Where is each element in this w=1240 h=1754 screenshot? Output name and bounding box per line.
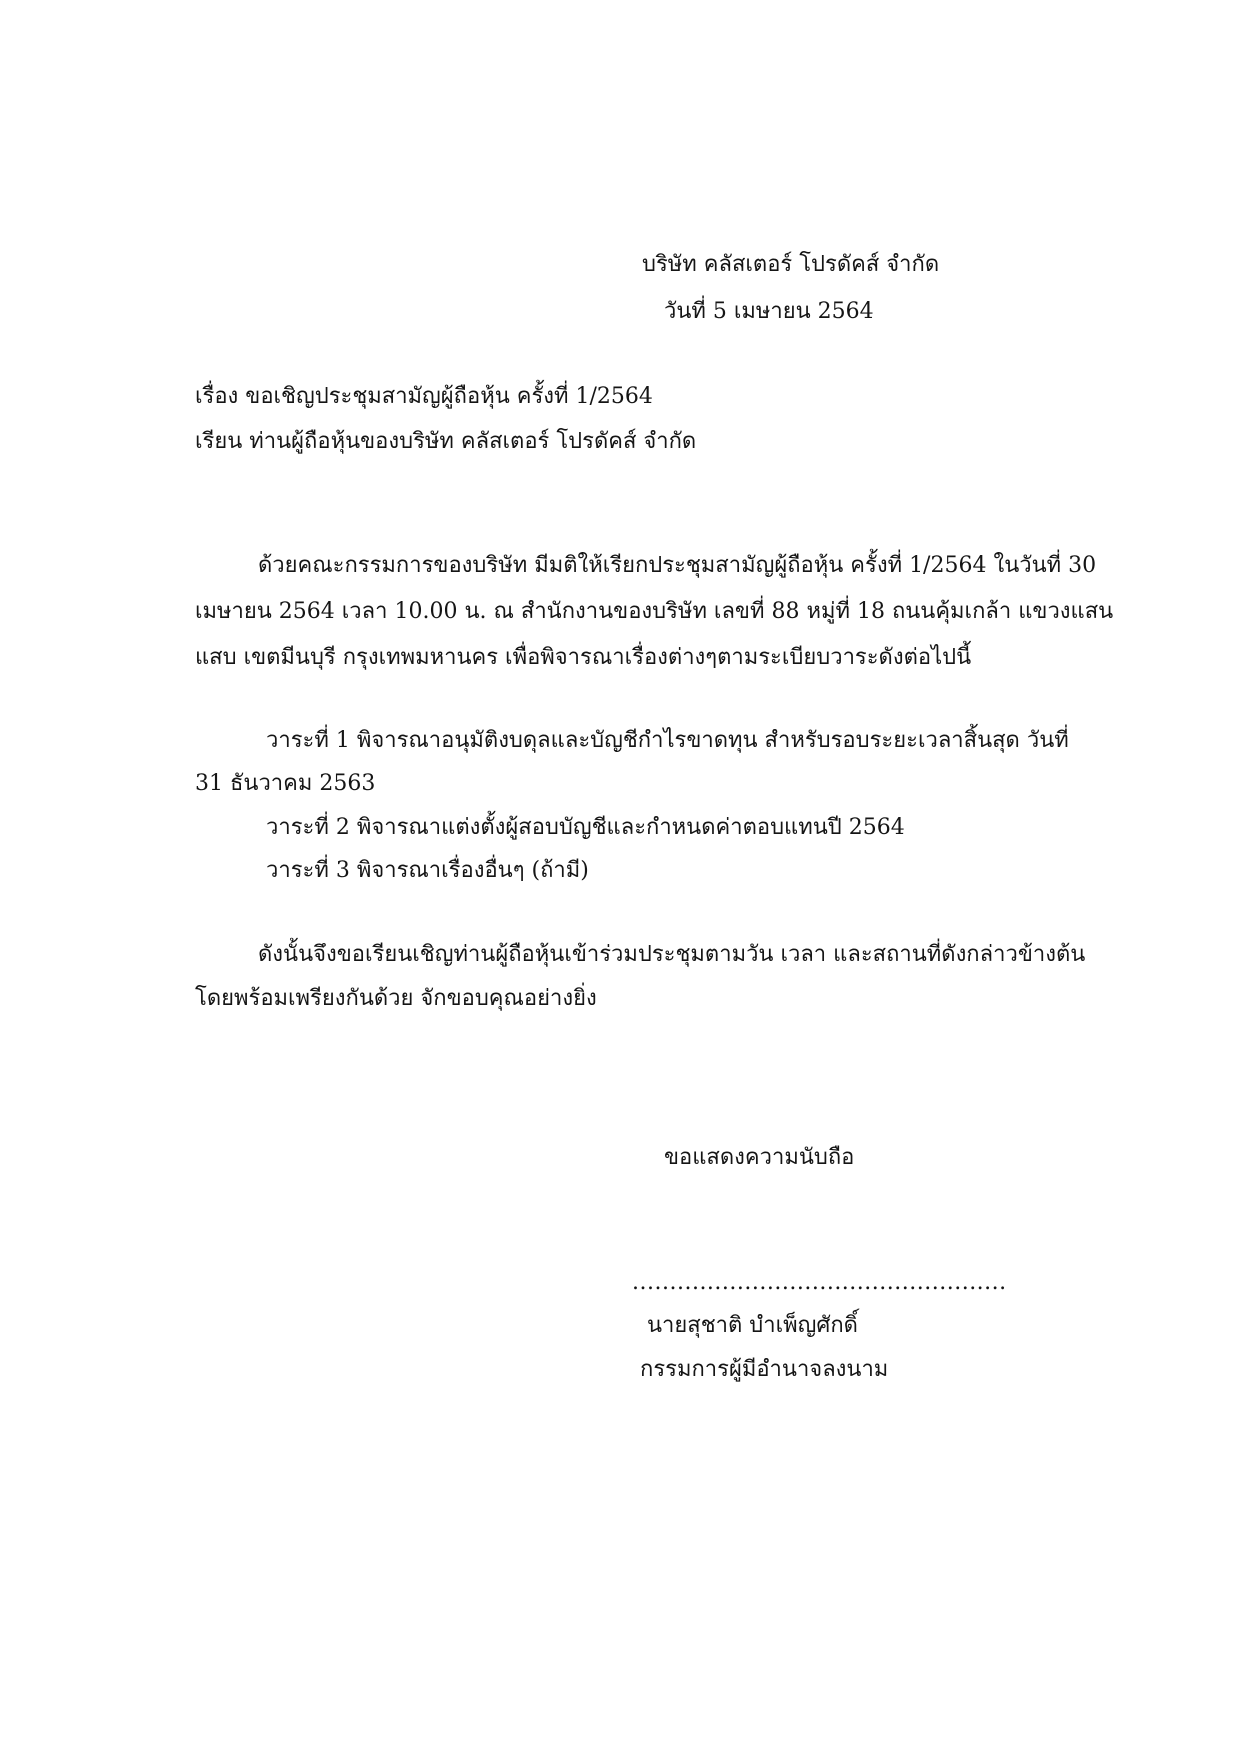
letter-date: วันที่ 5 เมษายน 2564 <box>664 299 874 324</box>
signer-name: นายสุชาติ บำเพ็ญศักดิ์ <box>647 1313 858 1338</box>
closing-salutation: ขอแสดงความนับถือ <box>664 1145 855 1170</box>
paragraph-1-line-3: แสบ เขตมีนบุรี กรุงเทพมหานคร เพื่อพิจารณาเรื่องต่างๆตามระเบียบวาระดังต่อไปนี้ <box>195 645 972 670</box>
paragraph-3-line-2: โดยพร้อมเพรียงกันด้วย จักขอบคุณอย่างยิ่ง <box>195 986 597 1011</box>
subject-line: เรื่อง ขอเชิญประชุมสามัญผู้ถือหุ้น ครั้งที่ 1/2564 <box>195 384 653 409</box>
agenda-item-1-continuation: 31 ธันวาคม 2563 <box>195 771 376 796</box>
agenda-item-3: วาระที่ 3 พิจารณาเรื่องอื่นๆ (ถ้ามี) <box>266 858 589 883</box>
paragraph-1-line-2: เมษายน 2564 เวลา 10.00 น. ณ สำนักงานของบริษัท เลขที่ 88 หมู่ที่ 18 ถนนคุ้มเกล้า แขวงแสน <box>195 599 1114 624</box>
paragraph-1-line-1: ด้วยคณะกรรมการของบริษัท มีมติให้เรียกประชุมสามัญผู้ถือหุ้น ครั้งที่ 1/2564 ในวันที่ 30 <box>258 553 1097 578</box>
recipient-line: เรียน ท่านผู้ถือหุ้นของบริษัท คลัสเตอร์ โปรดัคส์ จำกัด <box>195 429 697 454</box>
signature-line: .................................................. <box>632 1270 1007 1295</box>
paragraph-3-line-1: ดังนั้นจึงขอเรียนเชิญท่านผู้ถือหุ้นเข้าร่วมประชุมตามวัน เวลา และสถานที่ดังกล่าวข้างต้น <box>258 942 1086 967</box>
agenda-item-1: วาระที่ 1 พิจารณาอนุมัติงบดุลและบัญชีกำไรขาดทุน สำหรับรอบระยะเวลาสิ้นสุด วันที่ <box>266 728 1069 753</box>
agenda-item-2: วาระที่ 2 พิจารณาแต่งตั้งผู้สอบบัญชีและกำหนดค่าตอบแทนปี 2564 <box>266 815 905 840</box>
company-name: บริษัท คลัสเตอร์ โปรดัคส์ จำกัด <box>642 252 940 277</box>
signer-position: กรรมการผู้มีอำนาจลงนาม <box>640 1357 889 1382</box>
